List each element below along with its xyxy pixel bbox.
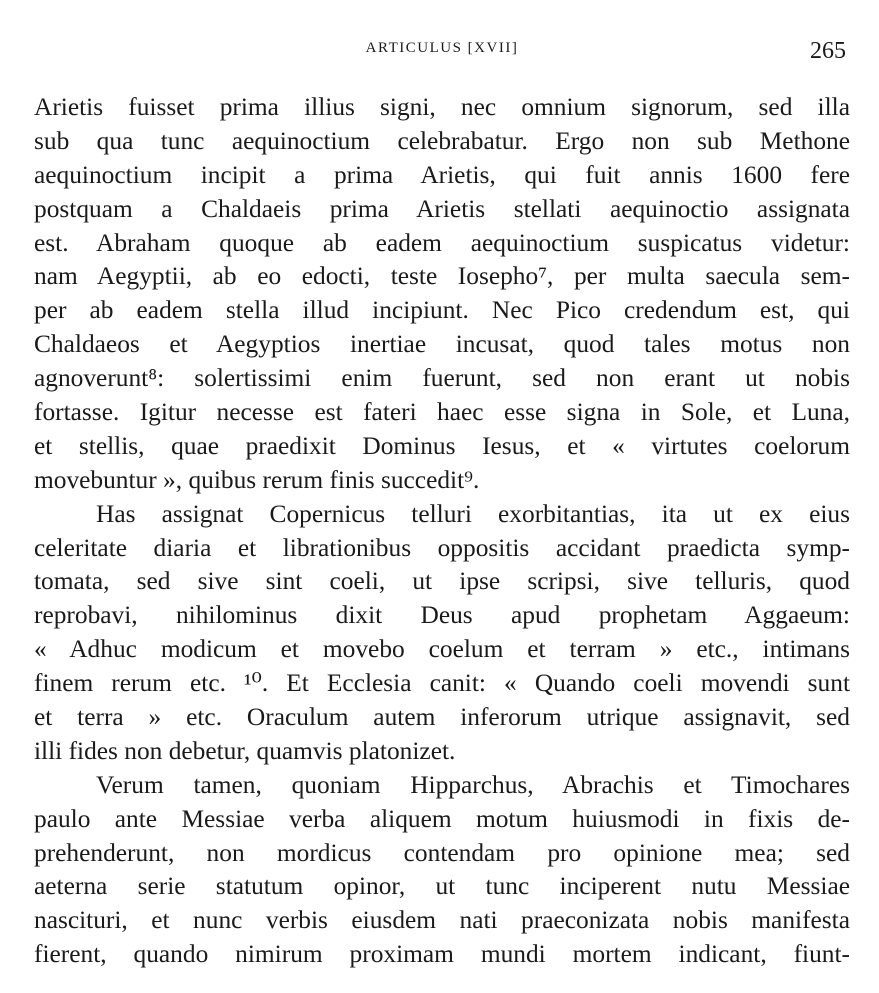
text-line: aeterna serie statutum opinor, ut tunc inciperent nutu Messiae <box>34 872 850 901</box>
text-line: nam Aegyptii, ab eo edocti, teste Iosepho⁷, per multa saecula sem- <box>34 262 850 291</box>
text-line: fortasse. Igitur necesse est fateri haec esse signa in Sole, et Luna, <box>34 398 850 427</box>
paragraph-1 <box>34 91 850 498</box>
text-line: « Adhuc modicum et movebo coelum et terram » etc., intimans <box>34 635 850 664</box>
running-head <box>34 38 850 68</box>
text-line: Arietis fuisset prima illius signi, nec omnium signorum, sed illa <box>34 93 850 121</box>
text-line: prehenderunt, non mordicus contendam pro opinione mea; sed <box>34 838 850 867</box>
text-line: agnoverunt⁸: solertissimi enim fuerunt, sed non erant ut nobis <box>34 364 850 393</box>
text-line: nascituri, et nunc verbis eiusdem nati praeconizata nobis manifesta <box>34 906 850 935</box>
text-line: finem rerum etc. ¹⁰. Et Ecclesia canit: « Quando coeli movendi sunt <box>34 669 850 698</box>
text-line: Verum tamen, quoniam Hipparchus, Abrachis et Timochares <box>96 770 850 799</box>
running-title: ARTICULUS [XVII] <box>365 40 519 56</box>
text-line: postquam a Chaldaeis prima Arietis stellati aequinoctio assignata <box>34 194 850 223</box>
page-number: 265 <box>810 38 846 64</box>
text-line: Has assignat Copernicus telluri exorbitantias, ita ut ex eius <box>96 499 850 528</box>
text-line: fierent, quando nimirum proximam mundi mortem indicant, fiunt- <box>34 940 850 969</box>
text-line: per ab eadem stella illud incipiunt. Nec Pico credendum est, qui <box>34 296 850 325</box>
text-line: reprobavi, nihilominus dixit Deus apud prophetam Aggaeum: <box>34 601 850 630</box>
text-line: celeritate diaria et librationibus oppositis accidant praedicta symp- <box>34 533 850 562</box>
text-line: Chaldaeos et Aegyptios inertiae incusat, quod tales motus non <box>34 330 850 359</box>
text-line: est. Abraham quoque ab eadem aequinoctium suspicatus videtur: <box>34 228 850 257</box>
paragraph-3 <box>34 769 850 972</box>
text-line: tomata, sed sive sint coeli, ut ipse scripsi, sive telluris, quod <box>34 567 850 596</box>
body-text <box>34 91 850 972</box>
text-line: illi fides non debetur, quamvis platonizet. <box>34 736 456 765</box>
text-line: et stellis, quae praedixit Dominus Iesus, et « virtutes coelorum <box>34 431 850 460</box>
paragraph-2 <box>34 498 850 769</box>
text-line: movebuntur », quibus rerum finis succedit⁹. <box>34 465 480 494</box>
text-line: aequinoctium incipit a prima Arietis, qui fuit annis 1600 fere <box>34 160 850 189</box>
text-line: paulo ante Messiae verba aliquem motum huiusmodi in fixis de- <box>34 804 850 833</box>
text-line: et terra » etc. Oraculum autem inferorum utrique assignavit, sed <box>34 703 850 732</box>
text-line: sub qua tunc aequinoctium celebrabatur. Ergo non sub Methone <box>34 126 850 155</box>
